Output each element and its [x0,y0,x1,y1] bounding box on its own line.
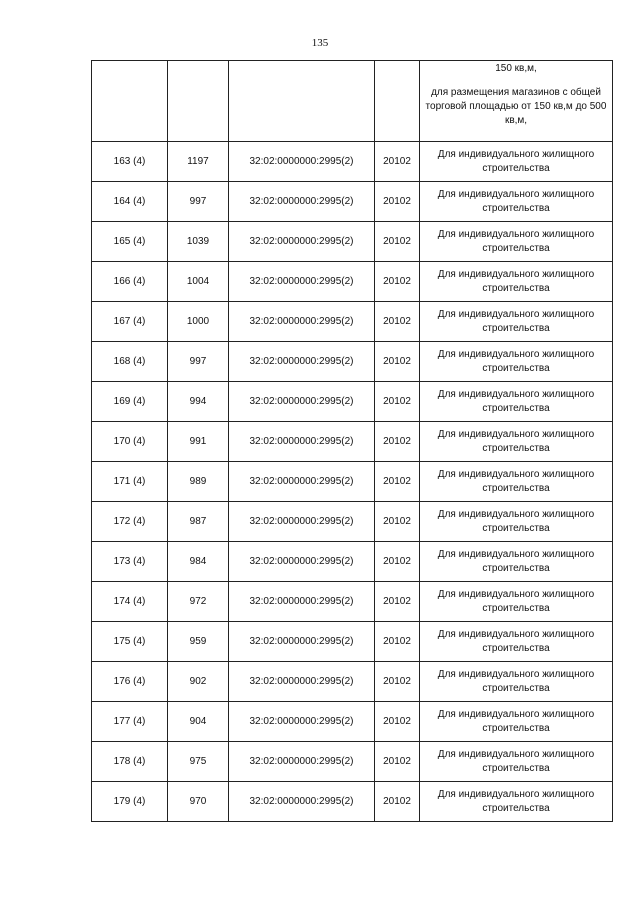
table-row [92,262,613,302]
permitted-use-cell: Для индивидуального жилищного строительства [420,542,613,582]
code-cell: 20102 [375,622,420,662]
empty-cell [375,61,420,142]
code-cell: 20102 [375,342,420,382]
cadastral-number-cell: 32:02:0000000:2995(2) [229,142,375,182]
code-cell: 20102 [375,422,420,462]
table-row [92,662,613,702]
cadastral-number-cell: 32:02:0000000:2995(2) [229,382,375,422]
cadastral-number-cell: 32:02:0000000:2995(2) [229,262,375,302]
table-row [92,302,613,342]
cadastral-number-cell: 32:02:0000000:2995(2) [229,462,375,502]
permitted-use-cell: Для индивидуального жилищного строительства [420,222,613,262]
area-cell: 902 [168,662,229,702]
permitted-use-cell: Для индивидуального жилищного строительства [420,302,613,342]
table-row [92,502,613,542]
table-row [92,422,613,462]
row-number-cell: 168 (4) [92,342,168,382]
code-cell: 20102 [375,742,420,782]
table-row [92,782,613,822]
code-cell: 20102 [375,142,420,182]
use-text-line1: 150 кв,м, [495,63,537,74]
table-row [92,622,613,662]
continuation-row [92,61,613,142]
area-cell: 997 [168,342,229,382]
code-cell: 20102 [375,182,420,222]
row-number-cell: 172 (4) [92,502,168,542]
row-number-cell: 174 (4) [92,582,168,622]
cadastral-number-cell: 32:02:0000000:2995(2) [229,222,375,262]
cadastral-number-cell: 32:02:0000000:2995(2) [229,582,375,622]
area-cell: 984 [168,542,229,582]
cadastral-number-cell: 32:02:0000000:2995(2) [229,622,375,662]
parcel-table [91,60,613,822]
row-number-cell: 170 (4) [92,422,168,462]
cadastral-number-cell: 32:02:0000000:2995(2) [229,742,375,782]
row-number-cell: 178 (4) [92,742,168,782]
cadastral-number-cell: 32:02:0000000:2995(2) [229,662,375,702]
empty-cell [92,61,168,142]
permitted-use-cell: Для индивидуального жилищного строительства [420,662,613,702]
row-number-cell: 179 (4) [92,782,168,822]
permitted-use-cell: Для индивидуального жилищного строительства [420,382,613,422]
empty-cell [229,61,375,142]
table-row [92,182,613,222]
row-number-cell: 176 (4) [92,662,168,702]
permitted-use-cell: Для индивидуального жилищного строительства [420,782,613,822]
cadastral-number-cell: 32:02:0000000:2995(2) [229,302,375,342]
code-cell: 20102 [375,462,420,502]
row-number-cell: 171 (4) [92,462,168,502]
permitted-use-cell: Для индивидуального жилищного строительства [420,742,613,782]
code-cell: 20102 [375,262,420,302]
permitted-use-cell: Для индивидуального жилищного строительства [420,462,613,502]
page-number: 135 [311,37,329,49]
area-cell: 991 [168,422,229,462]
table-row [92,582,613,622]
permitted-use-cell: Для индивидуального жилищного строительства [420,262,613,302]
row-number-cell: 173 (4) [92,542,168,582]
permitted-use-cell: Для индивидуального жилищного строительства [420,422,613,462]
table-row [92,222,613,262]
code-cell: 20102 [375,382,420,422]
area-cell: 1039 [168,222,229,262]
table-body [92,61,613,822]
table-row [92,342,613,382]
area-cell: 989 [168,462,229,502]
cadastral-number-cell: 32:02:0000000:2995(2) [229,422,375,462]
table-row [92,142,613,182]
area-cell: 994 [168,382,229,422]
area-cell: 959 [168,622,229,662]
row-number-cell: 167 (4) [92,302,168,342]
area-cell: 972 [168,582,229,622]
area-cell: 970 [168,782,229,822]
code-cell: 20102 [375,582,420,622]
area-cell: 997 [168,182,229,222]
code-cell: 20102 [375,502,420,542]
permitted-use-cell: Для индивидуального жилищного строительства [420,502,613,542]
row-number-cell: 169 (4) [92,382,168,422]
cadastral-number-cell: 32:02:0000000:2995(2) [229,702,375,742]
area-cell: 987 [168,502,229,542]
area-cell: 975 [168,742,229,782]
cadastral-number-cell: 32:02:0000000:2995(2) [229,342,375,382]
cadastral-number-cell: 32:02:0000000:2995(2) [229,542,375,582]
table-row [92,382,613,422]
permitted-use-cell [420,61,613,142]
code-cell: 20102 [375,542,420,582]
table-row [92,702,613,742]
table-row [92,542,613,582]
area-cell: 1004 [168,262,229,302]
cadastral-number-cell: 32:02:0000000:2995(2) [229,182,375,222]
code-cell: 20102 [375,302,420,342]
cadastral-number-cell: 32:02:0000000:2995(2) [229,782,375,822]
empty-cell [168,61,229,142]
permitted-use-cell: Для индивидуального жилищного строительства [420,622,613,662]
code-cell: 20102 [375,662,420,702]
area-cell: 1000 [168,302,229,342]
row-number-cell: 177 (4) [92,702,168,742]
permitted-use-cell: Для индивидуального жилищного строительства [420,582,613,622]
row-number-cell: 164 (4) [92,182,168,222]
use-text-line2: для размещения магазинов с общей торговой площадью от 150 кв,м до 500 кв,м, [425,87,607,126]
permitted-use-cell: Для индивидуального жилищного строительства [420,702,613,742]
area-cell: 1197 [168,142,229,182]
row-number-cell: 175 (4) [92,622,168,662]
permitted-use-cell: Для индивидуального жилищного строительства [420,182,613,222]
permitted-use-cell: Для индивидуального жилищного строительства [420,142,613,182]
permitted-use-cell: Для индивидуального жилищного строительства [420,342,613,382]
area-cell: 904 [168,702,229,742]
code-cell: 20102 [375,222,420,262]
cadastral-number-cell: 32:02:0000000:2995(2) [229,502,375,542]
code-cell: 20102 [375,782,420,822]
table-row [92,742,613,782]
table-row [92,462,613,502]
row-number-cell: 165 (4) [92,222,168,262]
row-number-cell: 163 (4) [92,142,168,182]
code-cell: 20102 [375,702,420,742]
row-number-cell: 166 (4) [92,262,168,302]
